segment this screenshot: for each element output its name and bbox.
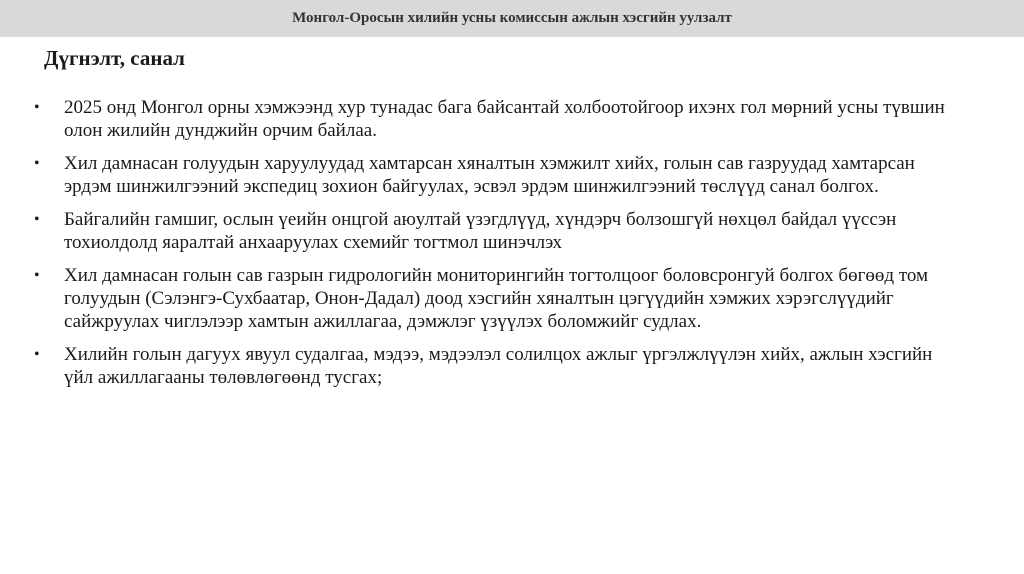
bullet-dot-icon: • xyxy=(34,267,40,284)
header-title: Монгол-Оросын хилийн усны комиссын ажлын хэсгийн уулзалт xyxy=(292,10,732,26)
header-bar xyxy=(0,0,1024,37)
bullet-text: Хилийн голын дагуух явуул судалгаа, мэдээ, мэдээлэл солилцох ажлыг үргэлжлүүлэн хийх, ажлын хэсгийн үйл ажиллагааны төлөвлөгөөнд тусгах; xyxy=(64,344,933,388)
bullet-text: Байгалийн гамшиг, ослын үеийн онцгой аюултай үзэгдлүүд, хүндэрч болзошгүй нөхцөл байдал үүссэн тохиолдолд яаралтай анхааруулах схемийг тогтмол шинэчлэх xyxy=(64,209,897,253)
bullet-dot-icon: • xyxy=(34,211,40,228)
bullet-dot-icon: • xyxy=(34,346,40,363)
slide-title: Дүгнэлт, санал xyxy=(44,46,185,70)
bullet-list xyxy=(34,96,964,399)
bullet-item xyxy=(34,152,964,198)
bullet-item xyxy=(34,343,964,389)
bullet-dot-icon: • xyxy=(34,99,40,116)
bullet-text: Хил дамнасан голуудын харуулуудад хамтарсан хяналтын хэмжилт хийх, голын сав газруудад хамтарсан эрдэм шинжилгээний экспедиц зохион байгуулах, эсвэл эрдэм шинжилгээний төслүүд санал болгох. xyxy=(64,153,915,197)
bullet-item xyxy=(34,96,964,142)
bullet-dot-icon: • xyxy=(34,155,40,172)
bullet-text: Хил дамнасан голын сав газрын гидрологийн мониторингийн тогтолцоог боловсронгуй болгох бөгөөд том голуудын (Сэлэнгэ-Сухбаатар, Онон-Дадал) доод хэсгийн хяналтын цэгүүдийн хэмжих хэрэгслүүдийг сайжруулах чиглэлээр хамтын ажиллагаа, дэмжлэг үзүүлэх боломжийг судлах. xyxy=(64,265,929,332)
bullet-item xyxy=(34,264,964,333)
bullet-item xyxy=(34,208,964,254)
bullet-text: 2025 онд Монгол орны хэмжээнд хур тунадас бага байсантай холбоотойгоор ихэнх гол мөрний усны түвшин олон жилийн дунджийн орчим байлаа. xyxy=(64,97,945,141)
